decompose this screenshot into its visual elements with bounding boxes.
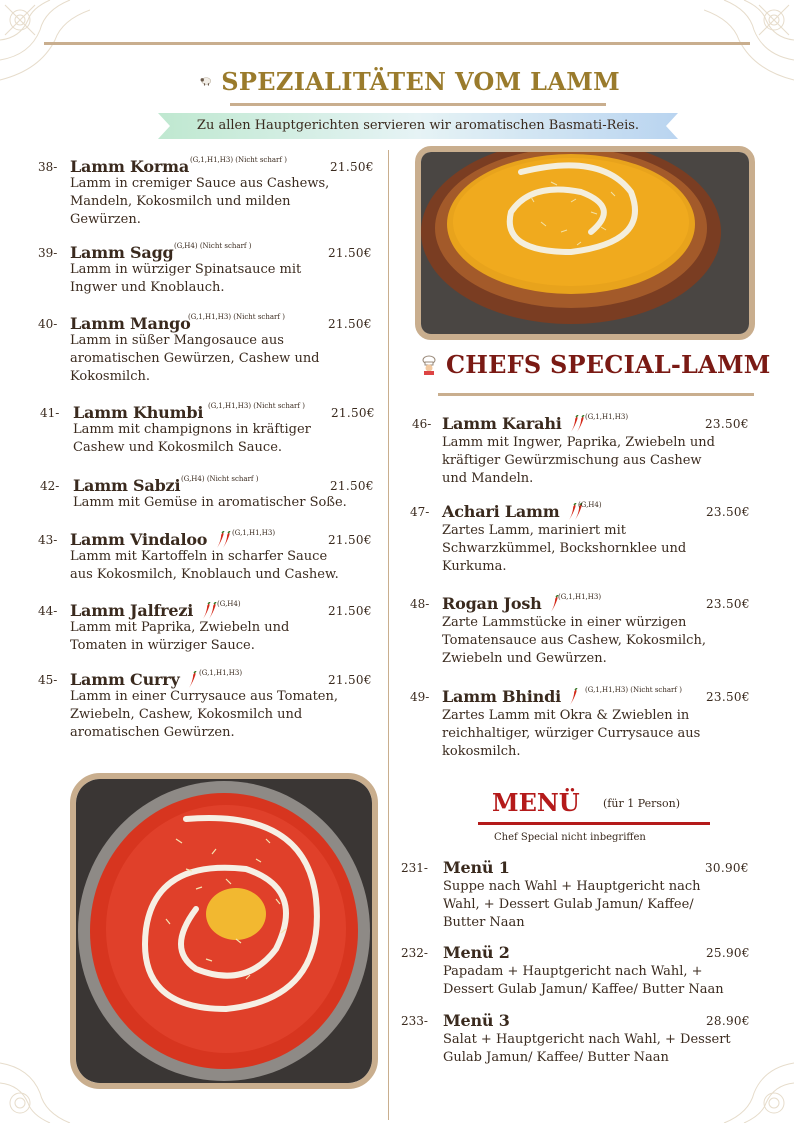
item-description: Zartes Lamm mit Okra & Zwieblen in xyxy=(442,708,690,723)
allergen-info: (G,1,H1,H3) xyxy=(232,529,276,537)
item-number: 41- xyxy=(40,406,60,420)
menu-section-title: MENÜ xyxy=(492,788,580,817)
item-description: Lamm in cremiger Sauce aus Cashews, xyxy=(70,176,330,191)
item-description: Lamm in einer Currysauce aus Tomaten, xyxy=(70,689,339,704)
chef-section-title: CHEFS SPECIAL-LAMM xyxy=(446,350,771,379)
item-description: Papadam + Hauptgericht nach Wahl, + xyxy=(443,964,703,979)
item-number: 40- xyxy=(38,317,58,331)
item-description: Tomaten in würziger Sauce. xyxy=(70,638,255,653)
item-description: Kurkuma. xyxy=(442,559,507,574)
item-price: 30.90€ xyxy=(705,861,749,875)
chili-icon xyxy=(222,531,231,549)
item-description: Gewürzen. xyxy=(70,212,141,227)
item-description: Zarte Lammstücke in einer würzigen xyxy=(442,615,687,630)
allergen-info: (G,H4) xyxy=(578,501,602,509)
column-divider xyxy=(388,150,389,1120)
item-name: Lamm Karahi xyxy=(442,414,562,433)
rice-banner xyxy=(158,113,678,139)
item-price: 21.50€ xyxy=(328,604,372,618)
item-description: Zwiebeln und Gewürzen. xyxy=(442,651,607,666)
menu-rule xyxy=(478,822,710,825)
item-price: 21.50€ xyxy=(328,246,372,260)
item-price: 21.50€ xyxy=(330,160,374,174)
chili-icon xyxy=(576,415,585,433)
item-name: Lamm Mango xyxy=(70,314,191,333)
item-description: Zartes Lamm, mariniert mit xyxy=(442,523,626,538)
item-description: reichhaltiger, würziger Currysauce aus xyxy=(442,726,701,741)
dish-photo-bottom xyxy=(70,773,378,1089)
item-number: 39- xyxy=(38,246,58,260)
item-name: Lamm Korma xyxy=(70,157,190,176)
item-number: 46- xyxy=(412,417,432,431)
item-number: 42- xyxy=(40,479,60,493)
page-title-wrap xyxy=(200,66,620,96)
item-description: Mandeln, Kokosmilch und milden xyxy=(70,194,291,209)
item-number: 43- xyxy=(38,533,58,547)
allergen-info: (G,1,H1,H3) xyxy=(585,413,629,421)
item-description: Dessert Gulab Jamun/ Kaffee/ Butter Naan xyxy=(443,982,724,997)
item-price: 23.50€ xyxy=(705,417,749,431)
title-rule xyxy=(230,103,606,106)
item-description: Salat + Hauptgericht nach Wahl, + Dessert xyxy=(443,1032,731,1047)
chili-icon xyxy=(188,671,197,689)
item-number: 47- xyxy=(410,505,430,519)
item-number: 233- xyxy=(401,1014,428,1028)
item-price: 23.50€ xyxy=(706,505,750,519)
allergen-info: (G,1,H1,H3) xyxy=(558,593,602,601)
item-description: Lamm in süßer Mangosauce aus xyxy=(70,333,284,348)
allergen-info: (G,1,H1,H3) (Nicht scharf ) xyxy=(188,313,285,321)
item-description: Cashew und Kokosmilch Sauce. xyxy=(73,440,283,455)
item-name: Lamm Sabzi xyxy=(73,476,181,495)
chili-icon xyxy=(569,688,578,706)
item-description: kräftiger Gewürzmischung aus Cashew xyxy=(442,453,702,468)
menu-note: Chef Special nicht inbegriffen xyxy=(494,832,646,843)
allergen-info: (G,H4) xyxy=(217,600,241,608)
item-price: 21.50€ xyxy=(328,317,372,331)
item-description: Lamm in würziger Spinatsauce mit xyxy=(70,262,302,277)
item-description: kokosmilch. xyxy=(442,744,521,759)
item-description: Butter Naan xyxy=(443,915,525,930)
item-number: 48- xyxy=(410,597,430,611)
item-price: 23.50€ xyxy=(706,690,750,704)
dish-photo-top xyxy=(415,146,755,340)
chef-section-header xyxy=(420,350,770,379)
item-description: Ingwer und Knoblauch. xyxy=(70,280,225,295)
allergen-info: (G,1,H1,H3) xyxy=(199,669,243,677)
item-name: Menü 2 xyxy=(443,943,510,962)
item-name: Achari Lamm xyxy=(442,502,560,521)
item-price: 21.50€ xyxy=(330,479,374,493)
item-description: Tomatensauce aus Cashew, Kokosmilch, xyxy=(442,633,706,648)
menu-section-subtitle: (für 1 Person) xyxy=(603,797,681,810)
item-price: 21.50€ xyxy=(328,533,372,547)
item-description: Lamm mit champignons in kräftiger xyxy=(73,422,311,437)
item-price: 28.90€ xyxy=(706,1014,750,1028)
item-name: Lamm Jalfrezi xyxy=(70,601,194,620)
item-name: Lamm Khumbi xyxy=(73,403,204,422)
item-description: Schwarzkümmel, Bockshornklee und xyxy=(442,541,687,556)
item-price: 23.50€ xyxy=(706,597,750,611)
item-description: Wahl, + Dessert Gulab Jamun/ Kaffee/ xyxy=(443,897,694,912)
item-name: Lamm Vindaloo xyxy=(70,530,208,549)
item-number: 231- xyxy=(401,861,428,875)
top-rule xyxy=(44,42,750,45)
item-description: und Mandeln. xyxy=(442,471,534,486)
item-name: Menü 1 xyxy=(443,858,510,877)
item-price: 21.50€ xyxy=(328,673,372,687)
curry-bowl-image xyxy=(421,152,749,334)
item-description: Kokosmilch. xyxy=(70,369,150,384)
allergen-info: (G,1,H1,H3) (Nicht scharf ) xyxy=(208,402,305,410)
item-number: 44- xyxy=(38,604,58,618)
corner-ornament xyxy=(704,0,794,90)
item-number: 232- xyxy=(401,946,428,960)
item-name: Lamm Curry xyxy=(70,670,180,689)
item-description: Suppe nach Wahl + Hauptgericht nach xyxy=(443,879,701,894)
item-description: Lamm mit Kartoffeln in scharfer Sauce xyxy=(70,549,328,564)
corner-ornament xyxy=(0,0,90,90)
item-description: Lamm mit Gemüse in aromatischer Soße. xyxy=(73,495,347,510)
allergen-info: (G,1,H1,H3) (Nicht scharf ) xyxy=(190,156,287,164)
tomato-curry-image xyxy=(76,779,372,1083)
item-name: Lamm Bhindi xyxy=(442,687,561,706)
allergen-info: (G,1,H1,H3) (Nicht scharf ) xyxy=(585,686,682,694)
allergen-info: (G,H4) (Nicht scharf ) xyxy=(181,475,259,483)
item-description: aromatischen Gewürzen, Cashew und xyxy=(70,351,320,366)
item-number: 49- xyxy=(410,690,430,704)
item-description: Zwiebeln, Cashew, Kokosmilch und xyxy=(70,707,303,722)
item-number: 38- xyxy=(38,160,58,174)
item-description: Gulab Jamun/ Kaffee/ Butter Naan xyxy=(443,1050,669,1065)
item-description: aus Kokosmilch, Knoblauch und Cashew. xyxy=(70,567,339,582)
item-description: aromatischen Gewürzen. xyxy=(70,725,235,740)
allergen-info: (G,H4) (Nicht scharf ) xyxy=(174,242,252,250)
lamb-icon xyxy=(200,72,211,90)
chef-rule xyxy=(438,393,754,396)
item-description: Lamm mit Paprika, Zwiebeln und xyxy=(70,620,290,635)
page-title: SPEZIALITÄTEN VOM LAMM xyxy=(221,66,620,96)
item-name: Lamm Sagg xyxy=(70,243,174,262)
item-name: Menü 3 xyxy=(443,1011,510,1030)
item-price: 21.50€ xyxy=(331,406,375,420)
item-description: Lamm mit Ingwer, Paprika, Zwiebeln und xyxy=(442,435,715,450)
banner-text: Zu allen Hauptgerichten servieren wir aromatischen Basmati-Reis. xyxy=(196,118,640,133)
item-name: Rogan Josh xyxy=(442,594,542,613)
chili-icon xyxy=(208,602,217,620)
item-number: 45- xyxy=(38,673,58,687)
chef-icon xyxy=(420,355,438,375)
item-price: 25.90€ xyxy=(706,946,750,960)
